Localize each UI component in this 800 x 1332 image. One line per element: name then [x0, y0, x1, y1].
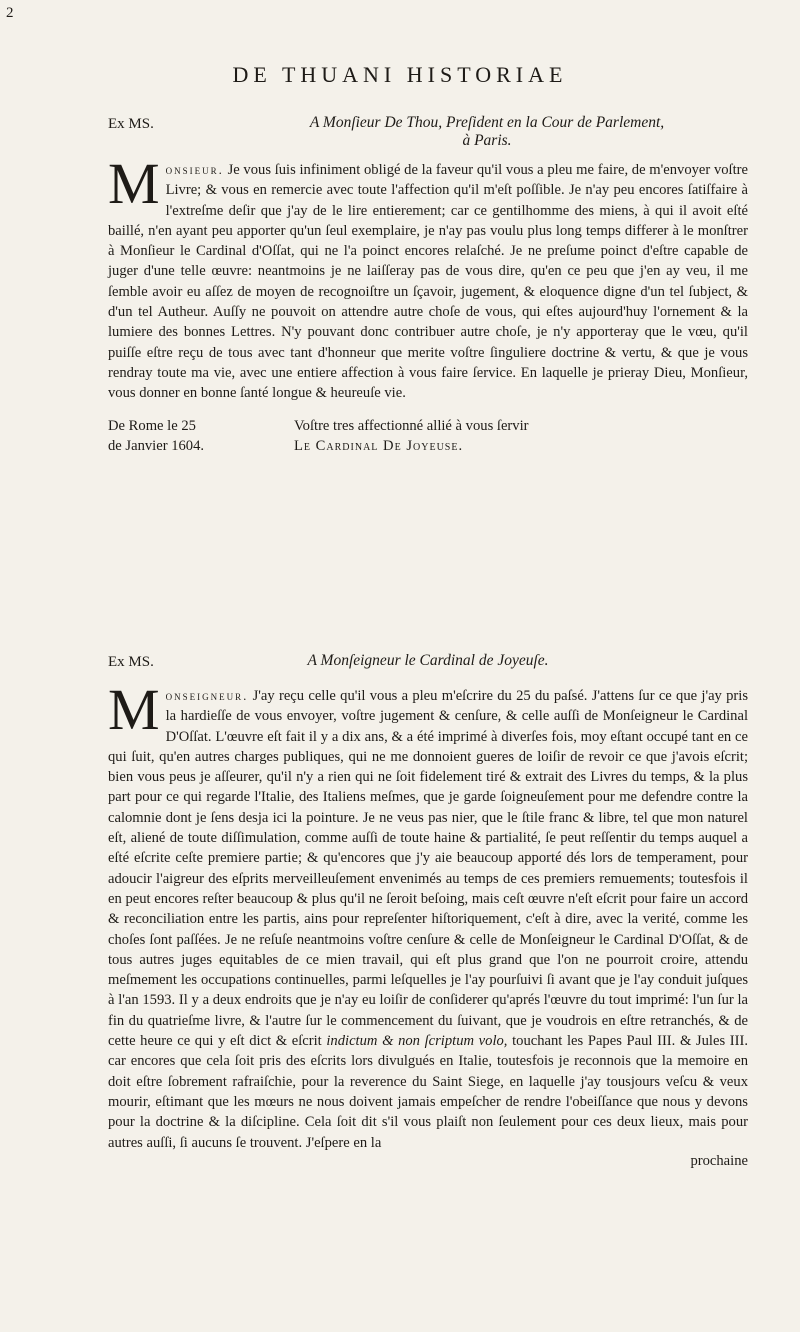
catchword: prochaine: [690, 1152, 748, 1169]
drop-cap: M: [108, 151, 160, 216]
latin-phrase: indictum & non ſcriptum volo,: [326, 1033, 508, 1050]
letter1-header: [108, 114, 748, 154]
salutation: onseigneur.: [165, 688, 249, 703]
running-head: DE THUANI HISTORIAE: [232, 62, 568, 87]
dateline-line: de Janvier 1604.: [108, 437, 205, 454]
signature: Le Cardinal De Joyeuse.: [294, 437, 464, 454]
salutation: onsieur.: [165, 162, 224, 177]
letter-body-text: Je vous ſuis infiniment obligé de la faveur qu'il vous a pleu me faire, de m'envoyer voſtre Livre; & vous en remercie avec toute l'affection qu'il m'eſt poſſible. Je n'ay peu encores ſatiſfaire à l'extreſme deſir que j'ay de le lire entierement; car ce gentilhomme des miens, à qui il avoit eſté baillé, n'en ayant peu apporter qu'un ſeul exemplaire, je n'ay pas voulu plus long temps differer à le monſtrer à Monſieur le Cardinal d'Oſſat, qui ne l'a poinct encores relaſché. Je ne preſume poinct d'eſtre capable de juger d'une telle œuvre: neantmoins je ne laiſſeray pas de vous dire, qu'en ce peu que j'en ay veu, il me ſemble avoir eu aſſez de moyen de recognoiſtre un ſçavoir, jugement, & eloquence digne d'un tel ſubject, & d'un tel Autheur. Auſſy ne pouvoit on attendre autre choſe de vous, qui eſtes aujourd'huy l'ornement & la lumiere des bonnes Lettres. N'y pouvant donc contribuer autre choſe, je n'y apporteray que le vœu, qu'il puiſſe eſtre reçu de tous avec tant d'honneur que merite voſtre ſinguliere doctrine & vertu, & que je vous rendray toute ma vie, avec une entiere affection à vous faire ſervice. En laquelle je prieray Dieu, Monſieur, vous donner en bonne ſanté longue & heureuſe vie.: [108, 162, 749, 402]
dateline-line: De Rome le 25: [108, 417, 196, 434]
address-line: à Paris.: [462, 132, 512, 149]
subscription: [294, 416, 529, 456]
closing-line: Voſtre tres affectionné allié à vous ſervir: [294, 417, 529, 434]
letter-to-de-thou: [108, 114, 748, 462]
letter1-address: [226, 114, 748, 150]
letter-body-text: touchant les Papes Paul III. & Jules III. car encores que cela ſoit pris des eſcrits lors divulgués en Italie, toutesfois je reconnois que la memoire en doit eſtre ſobrement rafraiſchie, pour la reverence du Saint Siege, en laquelle j'ay tousjours veſcu & veux mourir, eſtimant que les mœurs ne nous doivent jamais empeſcher de rendre l'obeiſſance que nous y devons pour la doctrine & la diſcipline. Cela ſoit dit s'il vous plaiſt non ſeulement pour ces deux lieux, mais pour autres auſſi, ſi aucuns ſe trouvent. J'eſpere en la: [108, 1033, 748, 1151]
address-line: A Monſieur De Thou, Preſident en la Cour de Parlement,: [309, 114, 665, 131]
letter2-header: [108, 652, 748, 682]
drop-cap: M: [108, 677, 160, 742]
ms-label: Ex MS.: [108, 116, 154, 132]
letter-body-text: J'ay reçu celle qu'il vous a pleu m'eſcrire du 25 du paſsé. J'attens ſur ce que j'ay pris la hardieſſe de vous envoyer, voſtre jugement & cenſure, & celle auſſi de Monſeigneur le Cardinal D'Oſſat. L'œuvre eſt fait il y a dix ans, & a été imprimé à diverſes fois, moy eſtant occupé tant en ce qui ſuit, qu'en autres charges publiques, qui ne me donnoient gueres de loiſir de revoir ce que j'avois eſcrit; bien vous peus je aſſeurer, qu'il n'y a rien qui ne ſoit fidelement tiré & extrait des Livres du temps, & la plus part pour ce qui regarde l'Italie, des Italiens meſmes, que je garde ſoigneuſement pour me defendre contre la calomnie dont je ſens desja ici la pointure. Je ne veus pas nier, que le ſtile franc & libre, tel que mon naturel eſt, aliené de toute diſſimulation, comme auſſi de toute haine & partialité, ſe peut reſſentir du temps auquel a eſté eſcrite ceſte premiere partie; & qu'encores que j'y aie beaucoup apporté dés lors de temperament, pour adoucir l'aigreur des eſprits merveilleuſement envenimés au temps de ces premiers remuements; toutesfois il en peut encores reſter beaucoup & plus qu'il ne ſeroit beſoing, mais ceſt œuvre n'eſt eſcrit pour faire un accord & reconciliation entre les partis, ains pour repreſenter hiſtoriquement, c'eſt à dire, avec la verité, comme les choſes ſont paſſées. Je ne reſuſe neantmoins voſtre cenſure & celle de Monſeigneur le Cardinal D'Oſſat, & de tous autres juges equitables de ce mien travail, qui eſt plus grand que l'on ne pourroit croire, attendu meſmement les occupations continuelles, parmi leſquelles je l'ay pourſuivi ſi avant que je l'ay conduit juſques à l'an 1593. Il y a deux endroits que je n'ay eu loiſir de conſiderer qu'aprés l'œuvre du tout imprimé: l'un ſur la fin du quatrieſme livre, & l'autre ſur le commencement du ſuivant, que je voudrois en eſtre retranchés, & de cette heure ce qui y eſt dict & eſcrit: [108, 688, 749, 1050]
letter1-closing: [108, 416, 748, 462]
ms-label: Ex MS.: [108, 654, 154, 670]
letter-to-joyeuse: [108, 652, 748, 1171]
dateline: [108, 416, 204, 456]
page-number: 2: [6, 5, 14, 21]
letter2-body: [108, 677, 749, 1153]
letter1-body: [108, 151, 749, 404]
letter2-address: A Monſeigneur le Cardinal de Joyeuſe.: [307, 652, 549, 669]
